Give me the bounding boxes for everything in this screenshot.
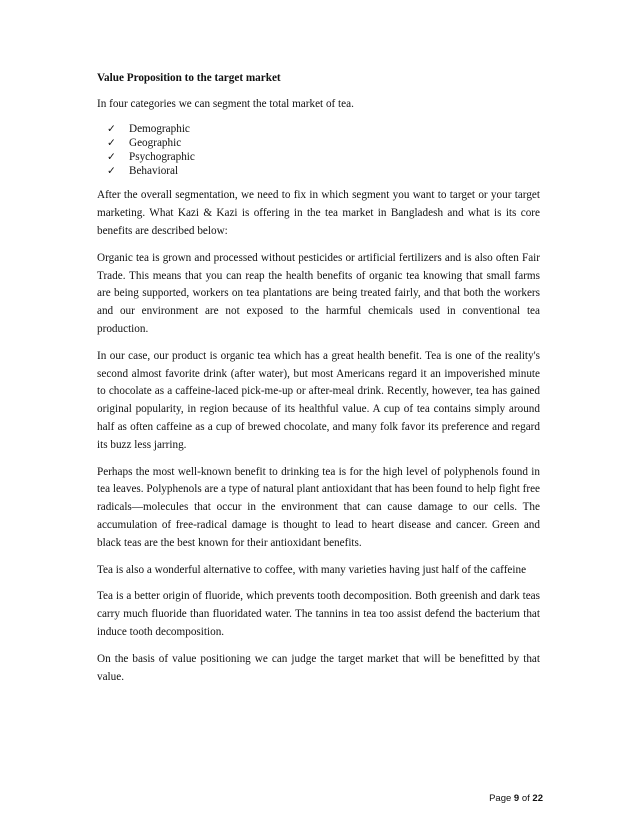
checklist-item-label: Demographic <box>129 122 190 135</box>
body-paragraph-coffee-alternative: Tea is also a wonderful alternative to coffee, with many varieties having just half of the caffeine <box>97 563 527 576</box>
current-page-number: 9 <box>513 793 520 804</box>
check-icon: ✓ <box>107 122 116 135</box>
body-paragraph-fluoride: Tea is a better origin of fluoride, which prevents tooth decomposition. Both greenish and dark teas carry much fluoride than fluoridated water. The tannins in tea too assist defend the bacterium that induce tooth decomposition. <box>97 590 540 638</box>
segment-checklist <box>107 122 540 179</box>
body-paragraph-polyphenols: Perhaps the most well-known benefit to drinking tea is for the high level of polyphenols found in tea leaves. Polyphenols are a type of natural plant antioxidant that has been found to help fight free radicals—molecules that occur in the environment that can cause damage to our cells. The accumulation of free-radical damage is thought to lead to heart disease and cancer. Green and black teas are the best known for their antioxidant benefits. <box>97 465 541 549</box>
body-paragraph-organic-tea: Organic tea is grown and processed without pesticides or artificial fertilizers and is also often Fair Trade. This means that you can reap the health benefits of organic tea knowing that small farms are being supported, workers on tea plantations are being treated fairly, and that both the workers and our environment are not exposed to the harmful chemicals used in conventional tea production. <box>97 251 540 335</box>
check-icon: ✓ <box>107 136 116 149</box>
checklist-item-label: Behavioral <box>129 165 179 178</box>
body-paragraph-our-case: In our case, our product is organic tea which has a great health benefit. Tea is one of the reality's second almost favorite drink (after water), but most Americans regard it an impoverished minute to chocolate as a caffeine-laced pick-me-up or after-meal drink. Recently, however, tea has gained original popularity, in region because of its healthful value. A cup of tea contains simply around half as often caffeine as a cup of brewed chocolate, and many folk favor its preference and regard its buzz less jarring. <box>97 349 540 451</box>
intro-paragraph: In four categories we can segment the total market of tea. <box>97 97 354 110</box>
checklist-item-label: Psychographic <box>129 151 195 163</box>
total-pages-number: 22 <box>532 793 543 804</box>
checklist-item-geographic <box>107 136 540 150</box>
document-body <box>97 70 540 695</box>
page-number-footer <box>489 793 543 804</box>
body-paragraph-segmentation: After the overall segmentation, we need to fix in which segment you want to target or your target marketing. What Kazi & Kazi is offering in the tea market in Bangladesh and what is its core benefits are described below: <box>97 189 540 237</box>
section-heading: Value Proposition to the target market <box>97 72 281 84</box>
body-paragraph-value-positioning: On the basis of value positioning we can judge the target market that will be benefitted by that value. <box>97 652 540 683</box>
check-icon: ✓ <box>107 165 116 178</box>
checklist-item-label: Geographic <box>129 136 182 149</box>
checklist-item-behavioral <box>107 164 540 178</box>
check-icon: ✓ <box>107 151 116 163</box>
checklist-item-demographic <box>107 122 540 136</box>
checklist-item-psychographic <box>107 150 540 164</box>
page-label: Page <box>489 793 512 804</box>
of-label: of <box>521 793 530 804</box>
